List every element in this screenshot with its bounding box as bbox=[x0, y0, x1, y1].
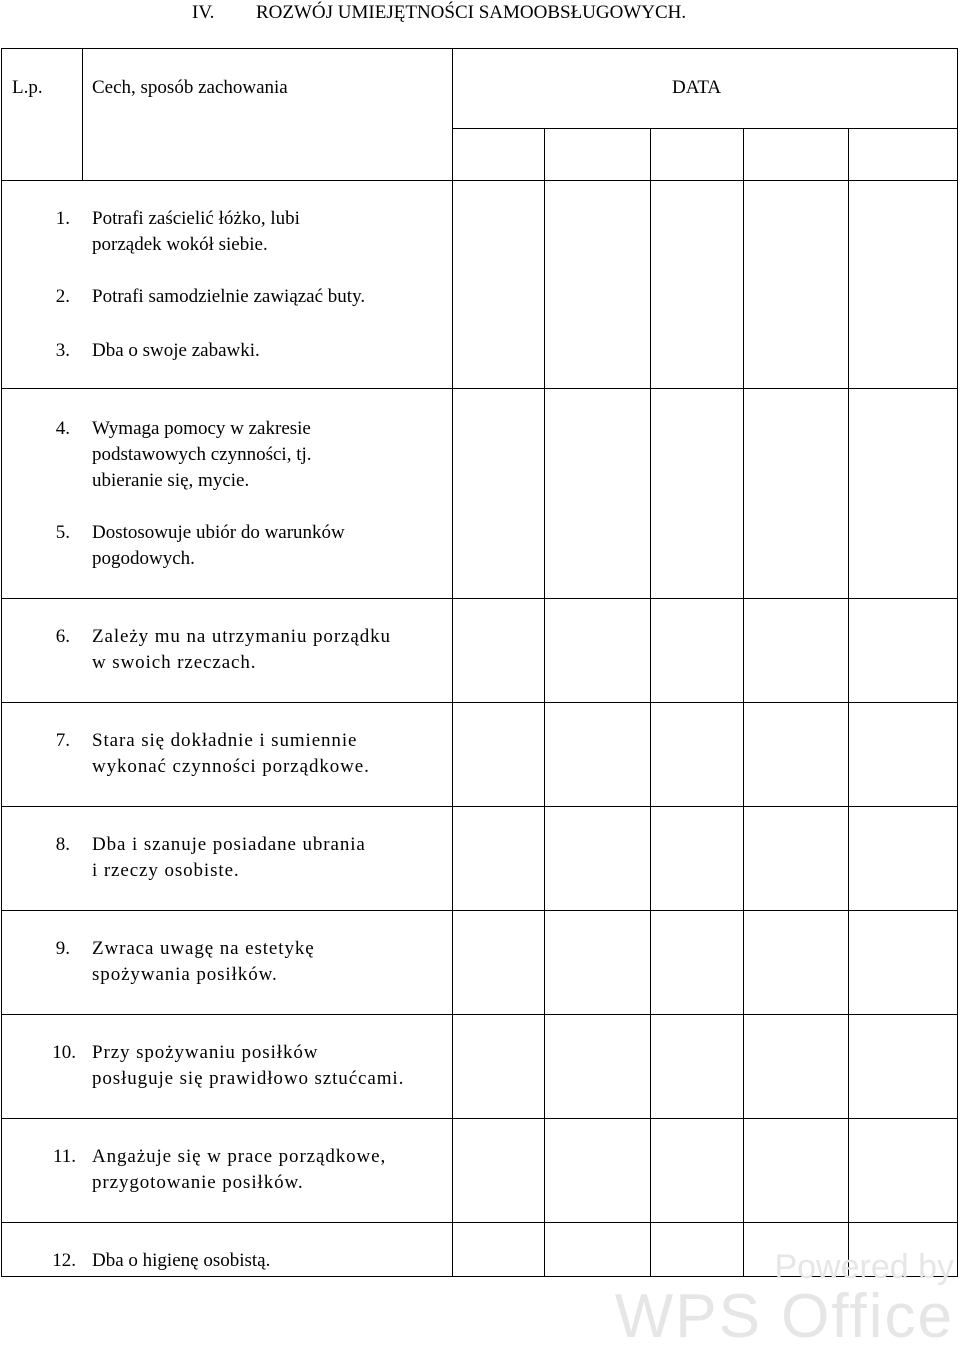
table-column-rule bbox=[848, 128, 849, 1277]
row-number: 1. bbox=[55, 208, 70, 229]
table-column-rule bbox=[650, 128, 651, 1277]
row-number: 10. bbox=[52, 1042, 76, 1063]
header-date: DATA bbox=[672, 77, 722, 98]
row-text: Dostosowuje ubiór do warunków bbox=[92, 522, 345, 543]
row-text: porządek wokół siebie. bbox=[92, 234, 268, 255]
table-column-rule bbox=[452, 48, 453, 1277]
row-text: Potrafi samodzielnie zawiązać buty. bbox=[92, 286, 366, 307]
table-column-rule bbox=[743, 128, 744, 1277]
wps-watermark bbox=[615, 1248, 954, 1352]
row-text: Zależy mu na utrzymaniu porządku bbox=[92, 626, 391, 647]
table-rule bbox=[1, 388, 958, 389]
table-rule bbox=[1, 1222, 958, 1223]
row-text: posługuje się prawidłowo sztućcami. bbox=[92, 1068, 405, 1089]
table-rule bbox=[1, 48, 958, 49]
row-text: Dba o higienę osobistą. bbox=[92, 1250, 271, 1271]
table-rule bbox=[1, 598, 958, 599]
row-text: Zwraca uwagę na estetykę bbox=[92, 938, 315, 959]
table-column-rule bbox=[1, 48, 2, 1277]
row-text: Wymaga pomocy w zakresie bbox=[92, 418, 311, 439]
row-text: podstawowych czynności, tj. bbox=[92, 444, 312, 465]
table-column-rule bbox=[957, 48, 958, 1277]
watermark-line-1: Powered by bbox=[774, 1248, 954, 1286]
row-text: pogodowych. bbox=[92, 548, 195, 569]
header-lp: L.p. bbox=[12, 77, 43, 98]
row-text: Stara się dokładnie i sumiennie bbox=[92, 730, 358, 751]
row-number: 5. bbox=[55, 522, 70, 543]
row-text: Dba o swoje zabawki. bbox=[92, 340, 260, 361]
header-trait: Cech, sposób zachowania bbox=[92, 77, 288, 98]
row-text: w swoich rzeczach. bbox=[92, 652, 257, 673]
table-rule bbox=[1, 180, 958, 181]
row-text: Dba i szanuje posiadane ubrania bbox=[92, 834, 366, 855]
table-rule bbox=[452, 128, 958, 129]
table-column-rule bbox=[82, 48, 83, 181]
row-text: ubieranie się, mycie. bbox=[92, 470, 250, 491]
table-rule bbox=[1, 910, 958, 911]
row-number: 6. bbox=[55, 626, 70, 647]
row-text: spożywania posiłków. bbox=[92, 964, 278, 985]
row-number: 2. bbox=[55, 286, 70, 307]
row-text: i rzeczy osobiste. bbox=[92, 860, 240, 881]
row-number: 7. bbox=[55, 730, 70, 751]
table-rule bbox=[1, 806, 958, 807]
section-number: IV. bbox=[192, 2, 215, 23]
row-number: 9. bbox=[55, 938, 70, 959]
row-number: 12. bbox=[52, 1250, 76, 1271]
row-text: Potrafi zaścielić łóżko, lubi bbox=[92, 208, 300, 229]
row-text: przygotowanie posiłków. bbox=[92, 1172, 304, 1193]
row-number: 8. bbox=[55, 834, 70, 855]
table-rule bbox=[1, 702, 958, 703]
table-rule bbox=[1, 1118, 958, 1119]
page-title bbox=[192, 2, 686, 24]
row-number: 4. bbox=[55, 418, 70, 439]
row-number: 3. bbox=[55, 340, 70, 361]
row-text: Angażuje się w prace porządkowe, bbox=[92, 1146, 387, 1167]
row-text: Przy spożywaniu posiłków bbox=[92, 1042, 319, 1063]
table-column-rule bbox=[544, 128, 545, 1277]
row-text: wykonać czynności porządkowe. bbox=[92, 756, 370, 777]
table-rule bbox=[1, 1014, 958, 1015]
row-number: 11. bbox=[52, 1146, 76, 1167]
section-title: ROZWÓJ UMIEJĘTNOŚCI SAMOOBSŁUGOWYCH. bbox=[256, 2, 687, 23]
watermark-line-2: WPS Office bbox=[614, 1282, 954, 1351]
